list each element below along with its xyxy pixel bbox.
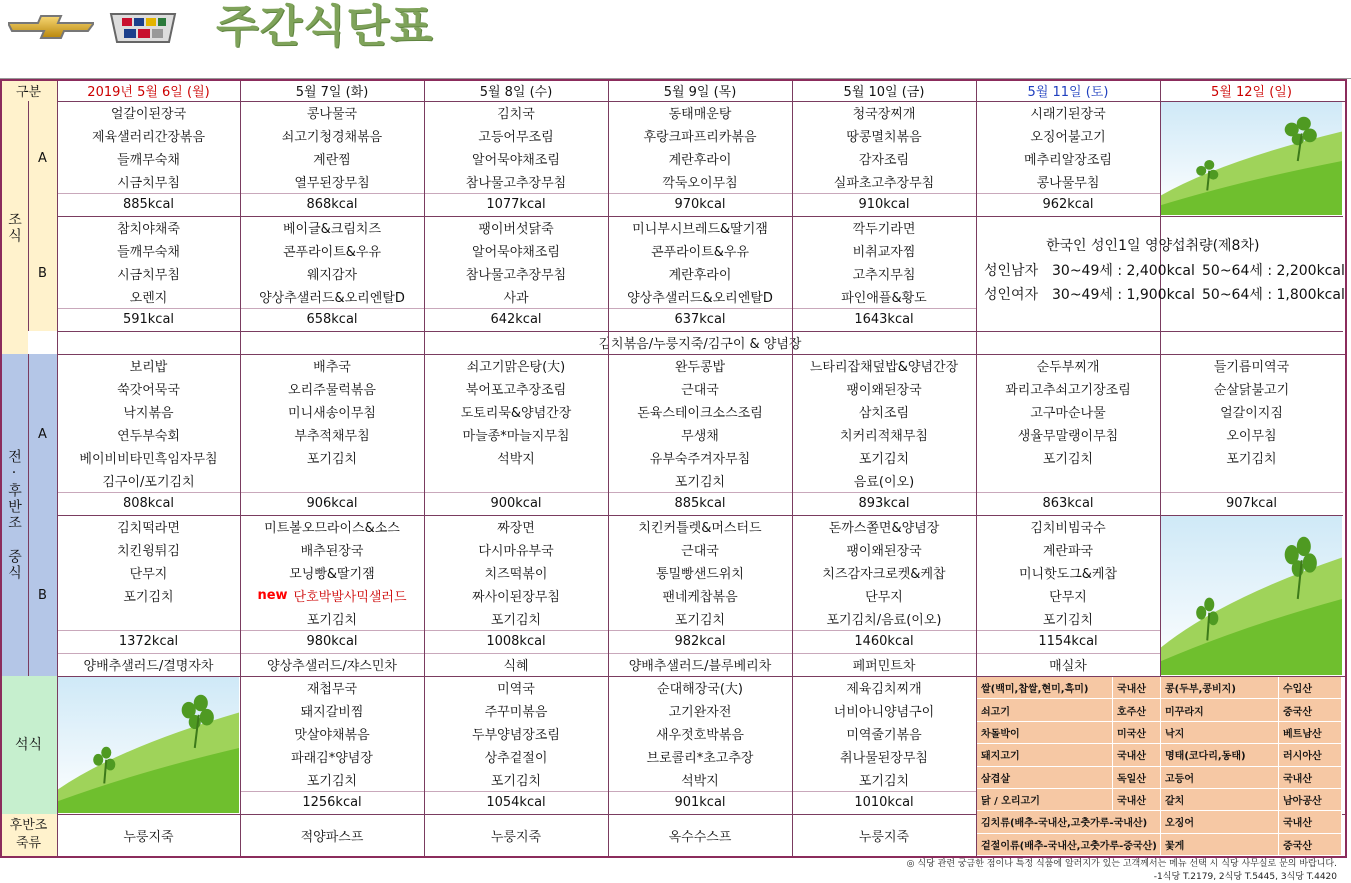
menu-item: 사과 [503,291,529,306]
row-divider [792,791,976,792]
day-header-0: 2019년 5월 6일 (월) [87,84,210,100]
menu-item: 참나물고추장무침 [465,176,567,191]
menu-item: 시금치무침 [117,268,180,283]
row-divider [608,653,792,654]
menu-item: 실파초고추장무침 [833,176,935,191]
menu-item: 깍둑오이무침 [662,176,738,191]
origin-cell: 쇠고기 [977,699,1113,721]
origin-cell: 꽃게 [1161,834,1279,856]
day-header-2: 5월 8일 (수) [479,84,553,100]
origin-cell: 수입산 [1279,677,1342,699]
menu-item: 들기름미역국 [1213,360,1290,375]
row-divider [424,653,608,654]
menu-item: 포기김치 [1042,613,1094,628]
kcal-value: 885kcal [122,197,175,212]
kcal-value: 970kcal [674,197,726,212]
origin-cell: 삼겹살 [977,767,1113,789]
menu-item: 근대국 [681,383,719,398]
origin-cell: 겉절이류(배추-국내산,고춧가루-중국산) [977,834,1161,856]
menu-item: 포기김치 [674,613,726,628]
kcal-value: 1643kcal [854,312,914,327]
menu-item: 쑥갓어묵국 [117,383,180,398]
kcal-value: 1008kcal [486,634,546,649]
menu-item: 파인애플&황도 [841,291,927,306]
menu-item: 웨지감자 [306,268,358,283]
menu-item: 치커리적채무침 [840,429,928,444]
kcal-value: 1460kcal [854,634,914,649]
menu-item: 포기김치 [306,613,358,628]
row-divider [1160,492,1343,493]
menu-item: 참치야채죽 [117,222,180,237]
menu-item: 꽈리고추쇠고기장조림 [1005,383,1131,398]
menu-item: 치킨윙튀김 [117,544,180,559]
menu-table [0,79,1347,855]
column-divider [28,354,29,676]
origin-cell: 명태(코다리,동태) [1161,744,1279,766]
menu-item: 낙지볶음 [123,406,174,421]
kcal-value: 1256kcal [302,795,362,810]
column-divider [424,79,425,856]
menu-item: 김치떡라면 [117,521,180,536]
menu-item: 베이글&크림치즈 [282,222,382,237]
drink-item: 매실차 [1049,659,1087,674]
menu-item: 상추겉절이 [484,751,548,766]
menu-item: 감자조림 [858,153,910,168]
menu-item: 재첩무국 [306,682,358,697]
menu-item [240,584,424,607]
row-divider [424,492,608,493]
menu-item: 모닝빵&딸기잼 [289,567,375,582]
menu-item: 단무지 [1049,590,1087,605]
row-divider [240,653,424,654]
menu-item: 치즈떡볶이 [484,567,548,582]
kcal-value: 658kcal [306,312,358,327]
kcal-value: 591kcal [122,312,175,327]
menu-item: 베이비비타민흑임자무침 [79,452,218,467]
menu-item: 오징어불고기 [1030,130,1106,145]
menu-item: 제육김치찌개 [846,682,922,697]
nutrition-male-label: 성인남자 [984,263,1039,279]
column-divider [28,101,29,331]
spring-meadow-illustration [58,677,239,813]
menu-item: 콘푸라이트&우유 [282,245,382,260]
kcal-value: 885kcal [674,496,726,511]
row-divider [792,193,976,194]
origin-cell: 중국산 [1279,699,1342,721]
kcal-value: 980kcal [306,634,358,649]
drink-item: 식혜 [503,659,529,674]
section-label-text: 조식 [6,211,22,244]
menu-item: 고구마순나물 [1030,406,1106,421]
menu-item: 치킨커틀렛&머스터드 [638,521,762,536]
menu-item: 콩나물무침 [1036,176,1100,191]
row-divider [240,308,424,309]
menu-item: 짜사이된장무침 [472,590,560,605]
menu-item: 팽이버섯닭죽 [478,222,554,237]
header [0,0,1351,79]
origin-cell: 미국산 [1113,722,1161,744]
kcal-value: 1077kcal [486,197,546,212]
nutrition-female-label: 성인여자 [984,287,1039,303]
row-divider [792,492,976,493]
menu-item: 계란찜 [313,153,351,168]
page-title: 주간식단표 [216,1,434,52]
section-label-text: 전·후반조 중식 [6,449,22,581]
menu-item: 포기김치 [490,613,542,628]
kcal-value: 808kcal [122,496,175,511]
menu-item: 김구이/포기김치 [102,475,195,490]
kcal-value: 982kcal [674,634,726,649]
porridge-item: 누룽지죽 [123,829,174,845]
row-divider [792,308,976,309]
menu-item: 연두부숙회 [117,429,180,444]
nutrition-male-1: 30~49세 : 2,400kcal [1052,263,1195,279]
kcal-value: 863kcal [1042,496,1094,511]
menu-item: 완두콩밥 [674,360,726,375]
menu-item: 석박지 [497,452,535,467]
column-divider [792,79,793,856]
drink-item: 페퍼민트차 [852,659,916,674]
menu-item: 돈육스테이크소스조림 [637,406,763,421]
section-label-0 [0,101,28,354]
menu-item: 고추지무침 [852,268,916,283]
menu-item: 쇠고기청경채볶음 [281,130,383,145]
menu-item: 포기김치 [674,475,726,490]
menu-item: 깍두기라면 [852,222,916,237]
menu-item: 들깨무숙채 [117,245,180,260]
menu-item: 청국장찌개 [852,107,916,122]
origin-cell: 남아공산 [1279,789,1342,811]
row-divider [608,791,792,792]
nutrition-female-1: 30~49세 : 1,900kcal [1052,287,1195,303]
origin-cell: 쌀(백미,찹쌀,현미,흑미) [977,677,1113,699]
menu-item: 오리주물럭볶음 [288,383,376,398]
menu-item: 도토리묵&양념간장 [460,406,572,421]
menu-item: 돈까스쫄면&양념장 [828,521,940,536]
menu-item: 새우젓호박볶음 [656,728,744,743]
kcal-value: 901kcal [674,795,726,810]
menu-item: 알어묵야채조림 [472,245,560,260]
menu-item: 포기김치 [1226,452,1277,467]
menu-item: 짜장면 [497,521,535,536]
menu-item: 유부숙주겨자무침 [649,452,751,467]
menu-item: 팬네케찹볶음 [662,590,738,605]
origin-cell: 러시아산 [1279,744,1342,766]
kcal-value: 962kcal [1042,197,1094,212]
kcal-value: 893kcal [858,496,910,511]
menu-item: 부추적채무침 [294,429,370,444]
menu-item: 배추된장국 [300,544,364,559]
menu-item: 마늘종*마늘지무침 [462,429,570,444]
drink-item: 양상추샐러드/쟈스민차 [267,659,397,674]
menu-item: 파래김*양념장 [291,751,373,766]
menu-item: 취나물된장무침 [840,751,928,766]
common-sides: 김치볶음/누룽지죽/김구이 & 양념장 [598,337,802,352]
day-header-5: 5월 11일 (토) [1027,84,1109,100]
menu-item: 제육샐러리간장볶음 [91,130,206,145]
row-divider [976,193,1160,194]
menu-item: 계란후라이 [668,153,732,168]
row-divider [608,492,792,493]
menu-item: 땅콩멸치볶음 [846,130,922,145]
menu-item: 순살닭불고기 [1213,383,1290,398]
origin-cell: 국내산 [1113,744,1161,766]
kcal-value: 1010kcal [854,795,914,810]
late-porridge-label-text: 후반조 죽류 [9,818,48,851]
menu-item: 콘푸라이트&우유 [650,245,750,260]
menu-item: 계란파국 [1042,544,1094,559]
menu-item: 순대해장국(大) [657,682,743,697]
row-divider [792,630,976,631]
menu-item: 생율무말랭이무침 [1017,429,1119,444]
origin-cell: 고등어 [1161,767,1279,789]
menu-item: 고기완자전 [668,705,732,720]
kcal-value: 900kcal [490,496,542,511]
menu-item: 시래기된장국 [1030,107,1106,122]
menu-item: 북어포고추장조림 [465,383,567,398]
spring-meadow-illustration [1161,102,1342,215]
menu-item: 두부양념장조림 [472,728,560,743]
menu-item: 단무지 [865,590,903,605]
porridge-item: 옥수수스프 [668,829,732,845]
menu-item: 시금치무침 [117,176,180,191]
porridge-item: 누룽지죽 [490,829,542,845]
menu-item: 열무된장무침 [294,176,370,191]
sub-label-1-1: B [28,515,57,676]
row-divider [57,331,1343,332]
origin-cell: 국내산 [1279,811,1342,833]
kcal-value: 1372kcal [118,634,179,649]
row-divider [240,791,424,792]
menu-item: 얼갈이된장국 [110,107,187,122]
menu-item: 맛살야채볶음 [294,728,370,743]
menu-item: 브로콜리*초고추장 [646,751,754,766]
menu-item: 고등어무조림 [478,130,554,145]
row-divider [57,193,240,194]
sub-label-0-0: A [28,101,57,216]
menu-item: 통밀빵샌드위치 [656,567,744,582]
menu-item: 미트볼오므라이스&소스 [264,521,400,536]
menu-item: 미니부시브레드&딸기잼 [632,222,768,237]
origin-cell: 국내산 [1279,767,1342,789]
porridge-item: 적양파스프 [300,829,364,845]
cadillac-logo-icon [108,10,178,50]
menu-item: 양상추샐러드&오리엔탈D [627,291,773,306]
menu-item: 비취교자찜 [852,245,916,260]
menu-item: 포기김치/음료(이오) [826,613,942,628]
section-label-2 [0,676,57,814]
kcal-value: 642kcal [490,312,542,327]
menu-item: 참나물고추장무침 [465,268,567,283]
nutrition-female-2: 50~64세 : 1,800kcal [1202,287,1345,303]
menu-item: 동태매운탕 [668,107,732,122]
spring-meadow-illustration [1161,516,1342,675]
row-divider [240,193,424,194]
menu-item: 석박지 [681,774,719,789]
drink-item: 양배추샐러드/블루베리차 [628,659,772,674]
row-divider [976,653,1160,654]
day-header-6: 5월 12일 (일) [1211,84,1292,100]
porridge-item: 누룽지죽 [858,829,910,845]
menu-item: 계란후라이 [668,268,732,283]
menu-item: 순두부찌개 [1036,360,1100,375]
menu-item: 보리밥 [129,360,168,375]
menu-item: 주꾸미볶음 [484,705,548,720]
menu-item: 얼갈이지짐 [1220,406,1283,421]
drink-item: 양배추샐러드/결명자차 [83,659,214,674]
menu-item: 포기김치 [490,774,542,789]
origin-cell: 차돌박이 [977,722,1113,744]
menu-item: 양상추샐러드&오리엔탈D [259,291,405,306]
menu-item: 들깨무숙채 [117,153,180,168]
day-header-4: 5월 10일 (금) [843,84,925,100]
day-header-3: 5월 9일 (목) [663,84,737,100]
menu-item: 포기김치 [306,774,358,789]
origin-cell: 돼지고기 [977,744,1113,766]
menu-item: 삼치조림 [858,406,910,421]
row-divider [608,308,792,309]
menu-item: 느타리잡채덮밥&양념간장 [809,360,959,375]
menu-item: 후랑크파프리카볶음 [643,130,757,145]
menu-item: 포기김치 [858,774,910,789]
row-divider [976,492,1160,493]
late-porridge-label [0,814,57,856]
nutrition-title: 한국인 성인1일 영양섭취량(제8차) [1046,238,1260,254]
column-divider [240,79,241,856]
menu-item: 포기김치 [123,590,174,605]
sub-label-0-1: B [28,216,57,331]
menu-item: 근대국 [681,544,719,559]
menu-item: 포기김치 [858,452,910,467]
menu-item: 팽이왜된장국 [846,383,922,398]
menu-item: 쇠고기맑은탕(大) [466,360,566,375]
new-badge: new [257,588,288,603]
row-divider [608,193,792,194]
origin-cell: 미꾸라지 [1161,699,1279,721]
kcal-value: 868kcal [306,197,358,212]
origin-cell: 갈치 [1161,789,1279,811]
origin-cell: 중국산 [1279,834,1342,856]
row-divider [57,308,240,309]
origin-cell: 닭 / 오리고기 [977,789,1113,811]
menu-item: 콩나물국 [306,107,358,122]
menu-item: 알어묵야채조림 [472,153,560,168]
row-divider [424,193,608,194]
row-divider [424,630,608,631]
menu-item: 오이무침 [1226,429,1277,444]
origin-cell: 오징어 [1161,811,1279,833]
menu-item: 메추리알장조림 [1024,153,1112,168]
row-divider [240,492,424,493]
origin-cell: 낙지 [1161,722,1279,744]
origin-cell: 베트남산 [1279,722,1342,744]
nutrition-male-2: 50~64세 : 2,200kcal [1202,263,1345,279]
kcal-value: 637kcal [674,312,726,327]
origin-cell: 김치류(배추-국내산,고춧가루-국내산) [977,811,1161,833]
menu-item: 포기김치 [306,452,358,467]
menu-item: 오렌지 [129,291,168,306]
row-divider [424,791,608,792]
kcal-value: 1054kcal [486,795,546,810]
origin-cell: 독일산 [1113,767,1161,789]
menu-item: 포기김치 [1042,452,1094,467]
origin-cell: 콩(두부,콩비지) [1161,677,1279,699]
row-divider [976,630,1160,631]
menu-item: 미역줄기볶음 [846,728,922,743]
menu-item: 돼지갈비찜 [300,705,364,720]
category-header: 구분 [0,79,57,101]
menu-item: 음료(이오) [853,475,915,490]
menu-item: 치즈감자크로켓&케찹 [822,567,946,582]
section-label-1 [0,354,28,676]
footer-phone: -1식당 T.2179, 2식당 T.5445, 3식당 T.4420 [1153,872,1337,882]
menu-item: 다시마유부국 [478,544,554,559]
menu-item: 미역국 [497,682,535,697]
kcal-value: 1154kcal [1038,634,1098,649]
menu-item: 무생채 [681,429,719,444]
row-divider [608,630,792,631]
row-divider [240,630,424,631]
menu-item: 김치국 [497,107,535,122]
row-divider [792,653,976,654]
row-divider [57,653,240,654]
kcal-value: 906kcal [306,496,358,511]
chevrolet-logo-icon [8,14,94,44]
menu-item: 김치비빔국수 [1030,521,1106,536]
kcal-value: 910kcal [858,197,910,212]
origin-cell: 호주산 [1113,699,1161,721]
menu-item-text: 단호박발사믹샐러드 [293,590,407,605]
menu-item: 너비아니양념구이 [833,705,935,720]
menu-item: 미니핫도그&케찹 [1018,567,1118,582]
footer-notice: ◎ 식당 관련 궁금한 점이나 특정 식품에 알러지가 있는 고객께서는 메뉴 선택 시 식당 사무실로 문의 바랍니다. [906,859,1337,869]
menu-item: 미니새송이무침 [288,406,376,421]
row-divider [424,308,608,309]
section-label-text: 석식 [14,737,43,753]
row-divider [57,492,240,493]
row-divider [57,630,240,631]
day-header-1: 5월 7일 (화) [295,84,369,100]
kcal-value: 907kcal [1225,496,1278,511]
menu-item: 단무지 [129,567,168,582]
menu-item: 배추국 [313,360,351,375]
column-divider [608,79,609,856]
origin-cell: 국내산 [1113,789,1161,811]
sub-label-1-0: A [28,354,57,515]
origin-cell: 국내산 [1113,677,1161,699]
menu-item: 팽이왜된장국 [846,544,922,559]
